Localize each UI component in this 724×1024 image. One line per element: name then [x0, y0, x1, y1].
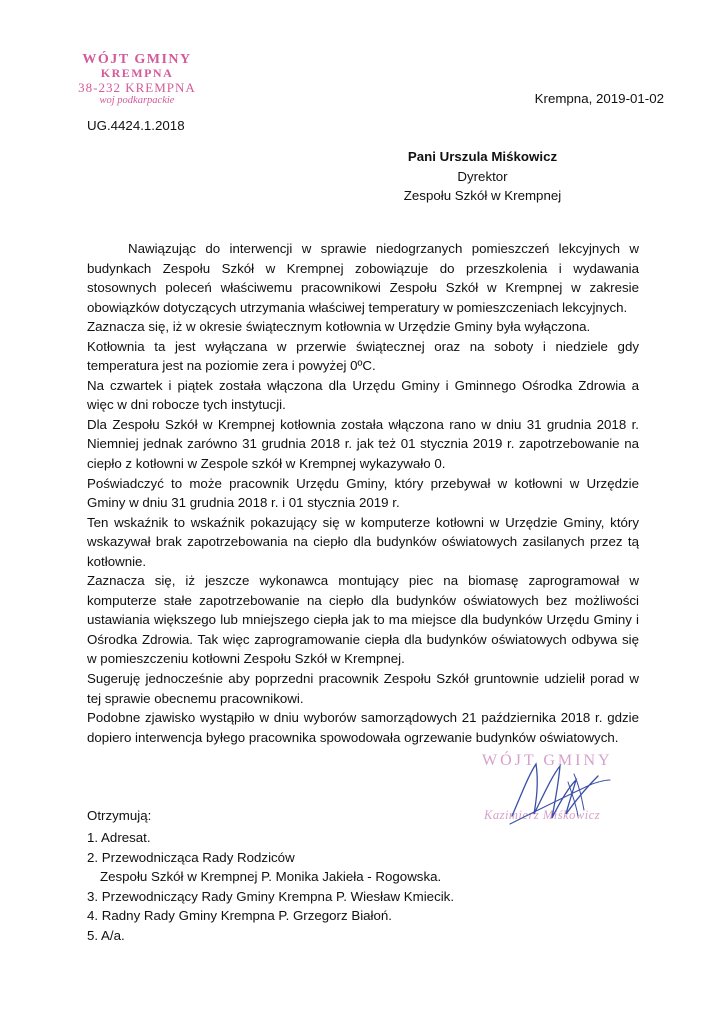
body-paragraph: Zaznacza się, iż w okresie świątecznym kotłownia w Urzędzie Gminy była wyłączona. — [87, 319, 591, 335]
distribution-item: 4. Radny Rady Gminy Krempna P. Grzegorz Białoń. — [87, 908, 392, 923]
signature-stamp-name: Kazimierz Miśkowicz — [484, 808, 601, 822]
place-and-date: Krempna, 2019-01-02 — [534, 91, 664, 106]
handwritten-signature — [506, 754, 618, 832]
distribution-item: 1. Adresat. — [87, 830, 151, 845]
distribution-item: 5. A/a. — [87, 927, 125, 943]
signature-loop-stroke — [568, 774, 584, 816]
letter-body — [87, 239, 639, 747]
stamp-line-municipality: KREMPNA — [100, 66, 174, 80]
signature-stroke — [512, 764, 598, 818]
body-paragraph: Nawiązując do interwencji w sprawie niedogrzanych pomieszczeń lekcyjnych w budynkach Zespołu Szkół w Krempnej zobowiązuje do przeszkolenia i wydawania stosownych poleceń właściwemu pracownikowi Zespołu Szkół w Krempnej w zakresie obowiązków dotyczących utrzymania właściwej temperatury w pomieszczeniach lekcyjnych. — [87, 241, 639, 315]
reference-number: UG.4424.1.2018 — [87, 118, 185, 133]
distribution-item: 2. Przewodnicząca Rady Rodziców — [87, 849, 295, 865]
body-paragraph: Na czwartek i piątek została włączona dla Urzędu Gminy i Gminnego Ośrodka Zdrowia a więc w dni robocze tych instytucji. — [87, 377, 639, 413]
recipient-block — [390, 147, 575, 206]
body-paragraph: Zaznacza się, iż jeszcze wykonawca montujący piec na biomasę zaprogramował w komputerze stałe zapotrzebowanie na ciepło dla budynków oświatowych bez możliwości ustawiania większego lub mniejszego ciepła jak to ma miejsce dla budynków Urzędu Gminy i Ośrodka Zdrowia. Tak więc zaprogramowanie ciepła dla budynków oświatowych odbywa się w pomieszczeniu kotłowni Zespołu Szkół w Krempnej. — [87, 573, 639, 667]
distribution-item: Zespołu Szkół w Krempnej P. Monika Jakieła - Rogowska. — [100, 869, 442, 884]
body-paragraph: Poświadczyć to może pracownik Urzędu Gminy, który przebywał w kotłowni w Urzędzie Gminy w dniu 31 grudnia 2018 r. i 01 stycznia 2019 r. — [87, 475, 639, 511]
recipient-position: Dyrektor — [457, 168, 508, 184]
body-paragraph: Podobne zjawisko wystąpiło w dniu wyborów samorządowych 21 października 2018 r. gdzie dopiero interwencja byłego pracownika spowodowała ogrzewanie budynków oświatowych. — [87, 710, 639, 745]
body-paragraph: Dla Zespołu Szkół w Krempnej kotłownia została włączona rano w dniu 31 grudnia 2018 r. Niemniej jednak zarówno 31 grudnia 2018 r. jak też 01 stycznia 2019 r. zapotrzebowanie na ciepło z kotłowni w Zespole szkół w Krempnej wykazywało 0. — [87, 416, 639, 472]
body-paragraph: Kotłownia ta jest wyłączana w przerwie świątecznej oraz na soboty i niedziele gdy temperatura jest na poziomie zera i powyżej 0ºC. — [87, 338, 639, 374]
signature-stamp-title: WÓJT GMINY — [482, 752, 613, 769]
body-paragraph: Sugeruję jednocześnie aby poprzedni pracownik Zespołu Szkół gruntownie udzielił porad w tej sprawie obecnemu pracownikowi. — [87, 671, 639, 706]
recipient-name: Pani Urszula Miśkowicz — [407, 149, 558, 164]
distribution-item: 3. Przewodniczący Rady Gminy Krempna P. Wiesław Kmiecik. — [87, 888, 455, 904]
stamp-line-address: 38-232 KREMPNA — [78, 80, 196, 95]
stamp-line-office: WÓJT GMINY — [82, 52, 192, 67]
distribution-list — [87, 828, 454, 945]
stamp-line-region: woj podkarpackie — [99, 95, 175, 106]
distribution-title: Otrzymują: — [87, 808, 152, 823]
official-stamp — [52, 52, 222, 107]
body-paragraph: Ten wskaźnik to wskaźnik pokazujący się w komputerze kotłowni w Urzędzie Gminy, który wskazywał brak zapotrzebowania na ciepło dla budynków oświatowych zasilanych przez tą kotłownie. — [87, 514, 639, 569]
recipient-institution: Zespołu Szkół w Krempnej — [403, 188, 562, 203]
